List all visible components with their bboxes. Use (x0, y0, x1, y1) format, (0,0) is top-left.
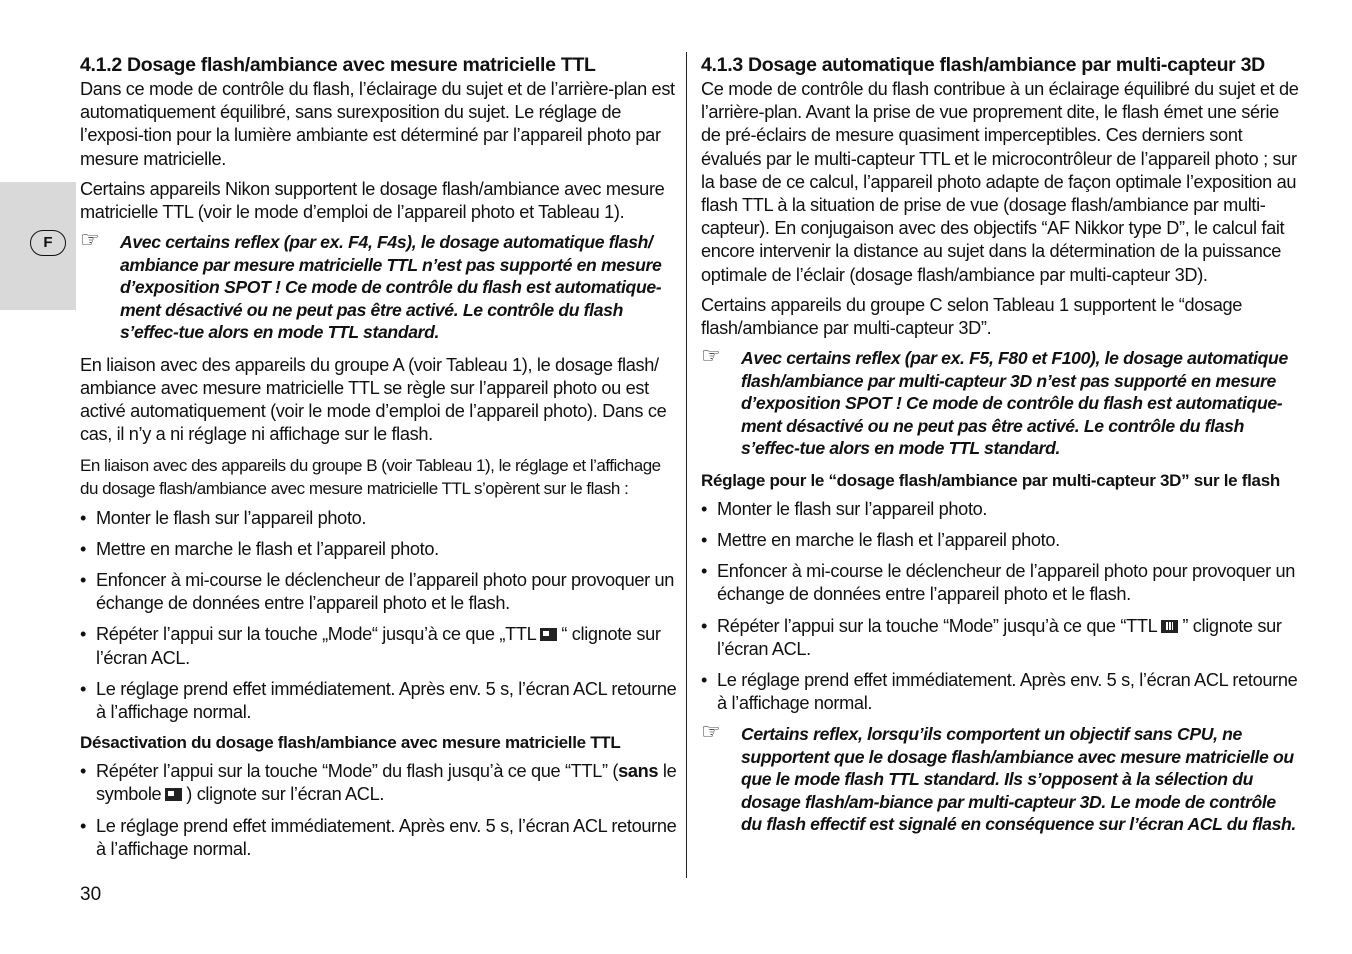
list-item (80, 678, 678, 724)
note-text: Avec certains reflex (par ex. F4, F4s), le dosage automatique flash/ ambiance par mesure matricielle TTL n’est pas supporté en mesure d’exposition SPOT ! Ce mode de contrôle du flash est automatique-ment désactivé ou ne peut pas être activé. Le contrôle du flash s’effec-tue alors en mode TTL standard. (120, 232, 662, 343)
3d-multisensor-symbol-icon (1161, 620, 1178, 633)
list-item (701, 529, 1299, 552)
bullet-dot-icon: • (701, 561, 708, 582)
pointing-hand-icon: ☞ (80, 227, 100, 253)
list-item-text: Répéter l’appui sur la touche „Mode“ jusqu’à ce que „TTL (96, 624, 537, 645)
list-item (80, 507, 678, 530)
list-item-text: Le réglage prend effet immédiatement. Après env. 5 s, l’écran ACL retourne à l’affichage normal. (96, 815, 677, 859)
note-text: Avec certains reflex (par ex. F5, F80 et F100), le dosage automatique flash/ambiance par multi-capteur 3D n’est pas supporté en mesure d’exposition SPOT ! Ce mode de contrôle du flash est automatique-ment désactivé ou ne peut pas être activé. Le contrôle du flash s’effec-tue alors en mode TTL standard. (741, 348, 1288, 459)
column-divider (686, 52, 687, 878)
subheading-deactivation: Désactivation du dosage flash/ambiance avec mesure matricielle TTL (80, 733, 621, 753)
bullet-dot-icon: • (701, 498, 708, 519)
list-item-text: Le réglage prend effet immédiatement. Après env. 5 s, l’écran ACL retourne à l’affichage normal. (717, 669, 1298, 714)
paragraph: En liaison avec des appareils du groupe B (voir Tableau 1), le réglage et l’affichage du dosage flash/ambiance avec mesure matricielle TTL s’opèrent sur le flash : (80, 455, 661, 498)
list-item-text: Monter le flash sur l’appareil photo. (96, 507, 367, 528)
list-item (701, 498, 1299, 521)
list-item-text: Le réglage prend effet immédiatement. Après env. 5 s, l’écran ACL retourne à l’affichage normal. (96, 678, 677, 722)
page-number: 30 (80, 884, 102, 905)
list-item (701, 615, 1299, 661)
note-block (701, 719, 1299, 836)
list-item-text: Mettre en marche le flash et l’appareil photo. (717, 529, 1060, 550)
paragraph: Certains appareils du groupe C selon Tableau 1 supportent le “dosage flash/ambiance par multi-capteur 3D”. (701, 294, 1243, 339)
left-column (80, 52, 678, 869)
section-heading-4-1-3: 4.1.3 Dosage automatique flash/ambiance par multi-capteur 3D (701, 54, 1265, 76)
list-item (80, 760, 678, 806)
pointing-hand-icon: ☞ (701, 343, 721, 369)
bullet-dot-icon: • (701, 529, 708, 550)
bullet-dot-icon: • (80, 678, 87, 699)
bullet-dot-icon: • (80, 815, 87, 836)
matrix-flash-symbol-icon (165, 788, 182, 801)
list-item-text: Répéter l’appui sur la touche “Mode” du flash jusqu’à ce que “TTL” ( (96, 761, 619, 782)
list-item-text: Mettre en marche le flash et l’appareil photo. (96, 538, 439, 559)
list-item (701, 669, 1299, 715)
list-item (80, 538, 678, 561)
list-item (701, 560, 1299, 606)
bullet-dot-icon: • (80, 569, 87, 590)
note-text: Certains reflex, lorsqu’ils comportent un objectif sans CPU, ne supportent que le dosage flash/ambiance avec mesure matricielle ou que le mode flash TTL standard. Ils s’opposent à la sélection du dosage flash/am-biance par multi-capteur 3D. Le mode de contrôle du flash effectif est signalé en conséquence sur l’écran ACL du flash. (741, 724, 1296, 835)
subheading-setting: Réglage pour le “dosage flash/ambiance par multi-capteur 3D” sur le flash (701, 470, 1280, 490)
section-heading-4-1-2: 4.1.2 Dosage flash/ambiance avec mesure matricielle TTL (80, 54, 596, 76)
language-badge: F (30, 230, 66, 256)
right-column (701, 52, 1299, 846)
list-item-text: “ clignote sur l’écran ACL. (96, 624, 661, 668)
list-item (80, 569, 678, 615)
bullet-dot-icon: • (80, 538, 87, 559)
emphasis-text: sans (618, 761, 659, 782)
list-item-text: ” clignote sur l’écran ACL. (717, 615, 1282, 659)
note-block (80, 227, 678, 344)
bullet-dot-icon: • (80, 507, 87, 528)
list-item-text: Enfoncer à mi-course le déclencheur de l’appareil photo pour provoquer un échange de données entre l’appareil photo et le flash. (96, 569, 675, 614)
list-item-text: ) clignote sur l’écran ACL. (186, 784, 385, 805)
paragraph: En liaison avec des appareils du groupe A (voir Tableau 1), le dosage flash/ ambiance avec mesure matricielle TTL se règle sur l’appareil photo ou est activé automatiquement (voir le mode d’emploi de l’appareil photo). Dans ce cas, il n’y a ni réglage ni affichage sur le flash. (80, 354, 667, 445)
pointing-hand-icon: ☞ (701, 719, 721, 745)
paragraph: Dans ce mode de contrôle du flash, l’éclairage du sujet et de l’arrière-plan est automatiquement équilibré, sans surexposition du sujet. Le réglage de l’exposi-tion pour la lumière ambiante est déterminé par l’appareil photo par mesure matricielle. (80, 79, 675, 169)
bullet-dot-icon: • (701, 615, 708, 636)
paragraph: Ce mode de contrôle du flash contribue à un éclairage équilibré du sujet et de l’arrière-plan. Avant la prise de vue proprement dite, le flash émet une série de pré-éclairs de mesure quasiment imperceptibles. Ces derniers sont évalués par le multi-capteur TTL et le microcontrôleur de l’appareil photo ; sur la base de ce calcul, l’appareil photo adapte de façon optimale l’exposition au flash TTL à la situation de prise de vue (dosage flash/ambiance par multi-capteur). En conjugaison avec des objectifs “AF Nikkor type D”, le calcul fait encore intervenir la distance au sujet dans la détermination de la puissance optimale de l’éclair (dosage flash/ambiance par multi-capteur 3D). (701, 79, 1299, 285)
bullet-dot-icon: • (701, 669, 708, 690)
bullet-dot-icon: • (80, 761, 87, 782)
list-item-text: Répéter l’appui sur la touche “Mode” jusqu’à ce que “TTL (717, 615, 1158, 636)
note-block (701, 343, 1299, 460)
list-item-text: le symbole (96, 761, 677, 805)
list-item-text: Monter le flash sur l’appareil photo. (717, 498, 988, 519)
list-item (80, 815, 678, 861)
paragraph: Certains appareils Nikon supportent le dosage flash/ambiance avec mesure matricielle TTL (voir le mode d’emploi de l’appareil photo et Tableau 1). (80, 178, 665, 223)
list-item (80, 623, 678, 669)
matrix-flash-symbol-icon (540, 628, 557, 641)
bullet-dot-icon: • (80, 624, 87, 645)
list-item-text: Enfoncer à mi-course le déclencheur de l’appareil photo pour provoquer un échange de données entre l’appareil photo et le flash. (717, 561, 1296, 605)
